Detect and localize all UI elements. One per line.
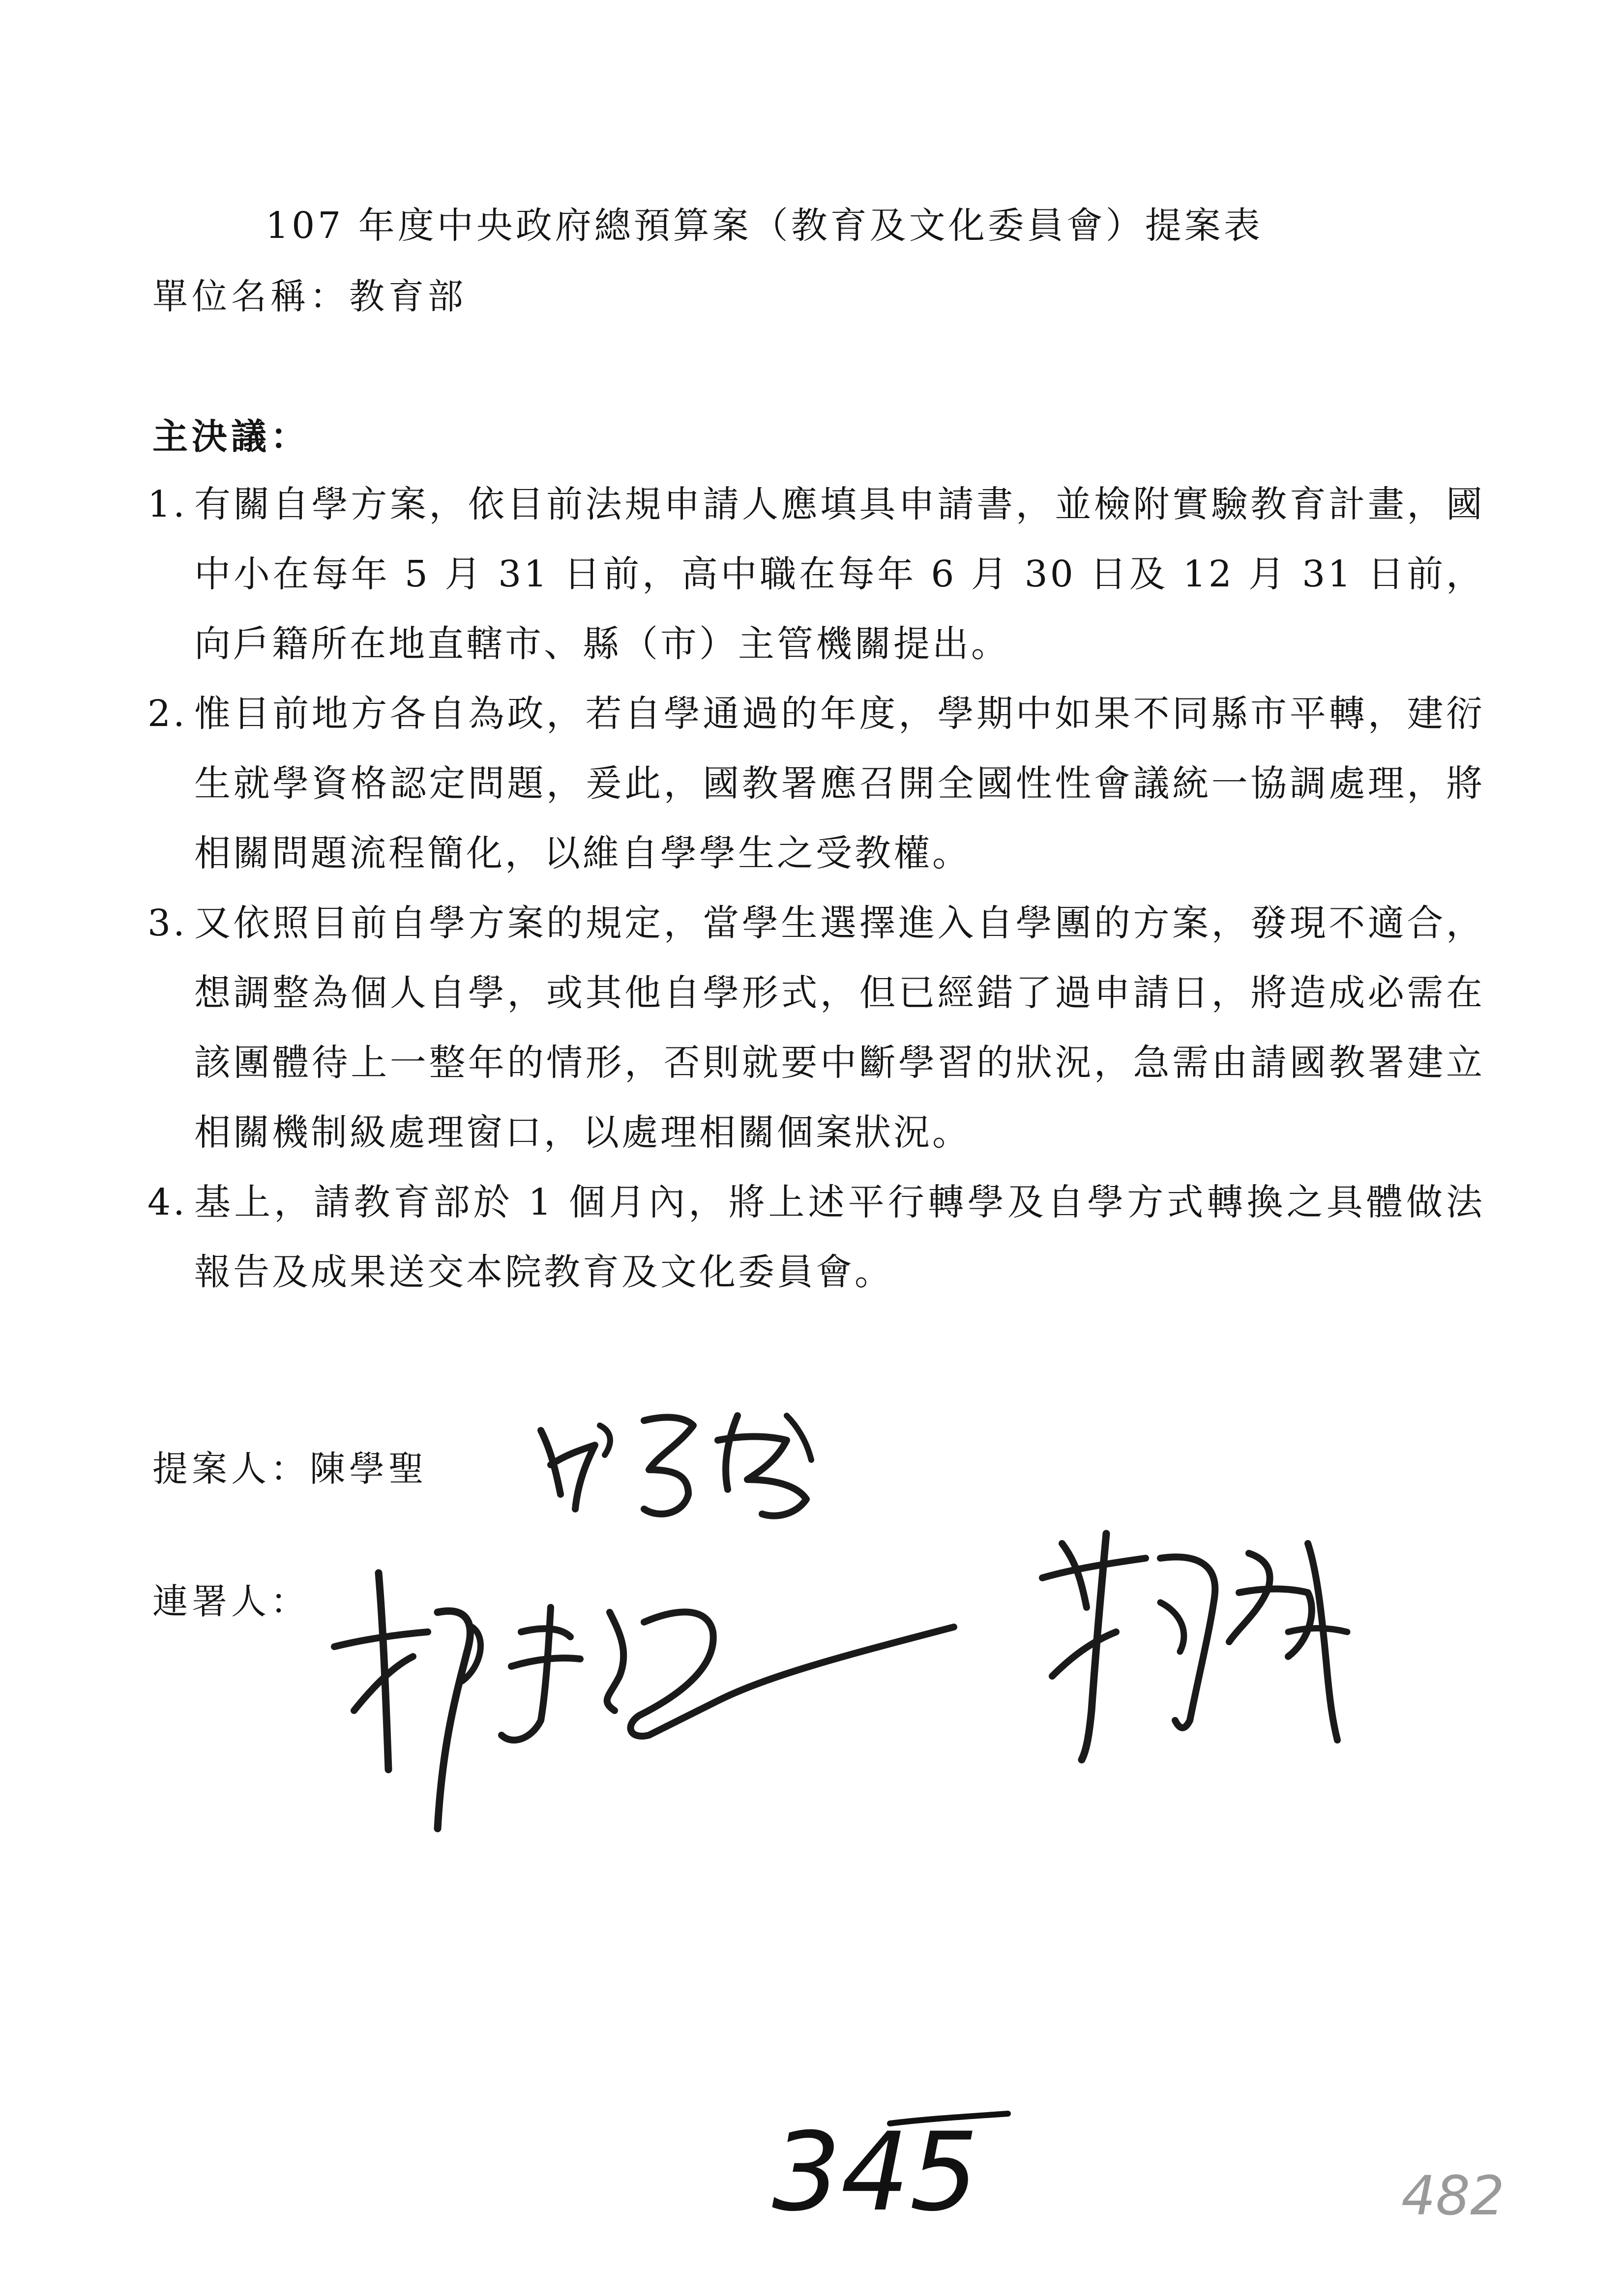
pencil-mark-text: 482	[1401, 2164, 1505, 2227]
cosigner-signature-1	[325, 1553, 964, 1868]
page-number	[767, 2104, 1013, 2232]
resolution-text: 惟目前地方各自為政，若自學通過的年度，學期中如果不同縣市平轉，建衍生就學資格認定問題，爰此，國教署應召開全國性性會議統一協調處理，將相關問題流程簡化，以維自學學生之受教權。	[194, 693, 1485, 874]
cosigner-signature-2	[1033, 1514, 1367, 1789]
resolution-text: 基上，請教育部於 1 個月內，將上述平行轉學及自學方式轉換之具體做法報告及成果送交本院教育及文化委員會。	[194, 1181, 1485, 1293]
proposer-line: 提案人：陳學聖	[152, 1448, 428, 1489]
resolution-number: 2.	[148, 693, 187, 735]
resolution-text: 有關自學方案，依目前法規申請人應填具申請書，並檢附實驗教育計畫，國中小在每年 5 月 31 日前，高中職在每年 6 月 30 日及 12 月 31 日前，向戶籍所在地直轄市、縣（市）主管機關提出。	[194, 483, 1485, 665]
page-number-text: 345	[772, 2109, 978, 2232]
resolution-list	[148, 469, 1485, 1307]
resolution-item-3	[148, 888, 1485, 1167]
resolution-item-1	[148, 469, 1485, 679]
cosigner-line: 連署人：	[152, 1581, 310, 1622]
pencil-mark	[1396, 2158, 1524, 2237]
proposer-signature	[531, 1396, 846, 1524]
resolution-text: 又依照目前自學方案的規定，當學生選擇進入自學團的方案，發現不適合，想調整為個人自學，或其他自學形式，但已經錯了過申請日，將造成必需在該團體待上一整年的情形，否則就要中斷學習的狀況，急需由請國教署建立相關機制級處理窗口，以處理相關個案狀況。	[194, 902, 1485, 1154]
resolution-item-4	[148, 1167, 1485, 1307]
resolution-item-2	[148, 679, 1485, 888]
document-title: 107 年度中央政府總預算案（教育及文化委員會）提案表	[266, 204, 1263, 247]
resolution-number: 3.	[148, 902, 187, 944]
resolution-heading: 主決議：	[152, 415, 310, 457]
resolution-number: 1.	[148, 483, 187, 525]
unit-name-line: 單位名稱：教育部	[152, 276, 468, 317]
resolution-number: 4.	[148, 1181, 187, 1223]
